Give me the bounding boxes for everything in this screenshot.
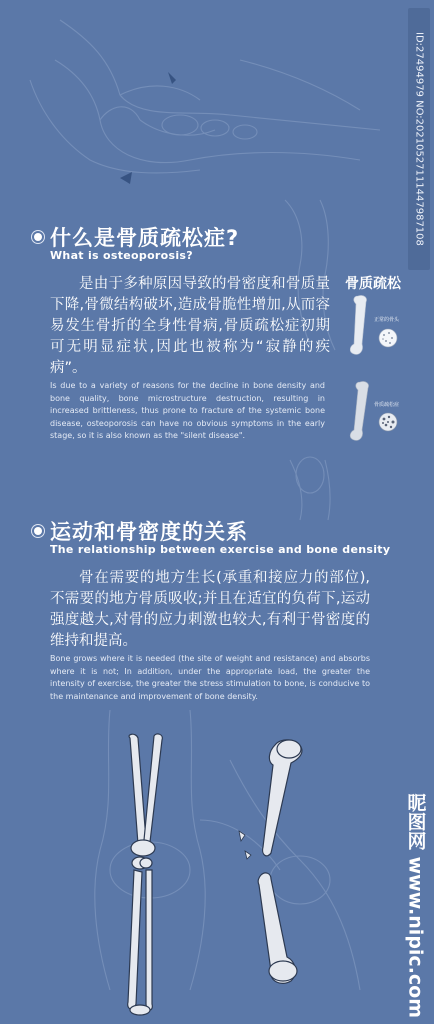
section1-paragraph-cn: 是由于多种原因导致的骨密度和骨质量下降,骨微结构破坏,造成骨脆性增加,从而容易发生骨折的全身性骨病,骨质疏松症初期可无明显症状,因此也被称为“寂静的疾病”。 <box>50 276 330 376</box>
bullet-icon <box>34 527 42 535</box>
leg-bones-illustration <box>110 730 190 1020</box>
section2-title: 运动和骨密度的关系 <box>50 520 248 544</box>
image-id-label: ID:27494979 NO:20210527111447987108 <box>408 8 430 270</box>
bullet-icon <box>34 233 42 241</box>
osteoporosis-label: 骨质疏松 <box>345 276 401 292</box>
normal-bone-label: 正常的骨头 <box>374 317 400 323</box>
section2-heading <box>34 516 248 546</box>
section2-paragraph-en: Bone grows where it is needed (the site of weight and resistance) and absorbs where it is not; In addition, under the appropriate load, the greater the intensity of exercise, the greater the stress stimulation to bone, is conducive to the maintenance and improvement of bone density. <box>50 654 370 701</box>
broken-bone-illustration <box>225 735 325 990</box>
section1-heading <box>34 222 239 252</box>
section2-subtitle: The relationship between exercise and bone density <box>50 543 391 556</box>
osteoporotic-bone-illustration <box>340 378 420 446</box>
section1-title: 什么是骨质疏松症? <box>50 226 240 250</box>
normal-bone-illustration <box>340 292 420 360</box>
section1-subtitle: What is osteoporosis? <box>50 249 193 262</box>
section1-paragraph-en: Is due to a variety of reasons for the decline in bone density and bone quality, bone microstructure destruction, resulting in increased brittleness, thus prone to fracture of the systemic bone disease, osteoporosis can have no obvious symptoms in the early stage, so it is also known as the "silent disease". <box>50 381 325 441</box>
osteoporotic-bone-label: 骨质疏松症 <box>374 402 400 408</box>
nipic-watermark: 昵图网 www.nipic.com <box>404 793 427 1019</box>
section2-paragraph-cn: 骨在需要的地方生长(承重和接应力的部位),不需要的地方骨质吸收;并且在适宜的负荷下,运动强度越大,对骨的应力刺激也较大,有利于骨密度的维持和提高。 <box>50 570 370 649</box>
